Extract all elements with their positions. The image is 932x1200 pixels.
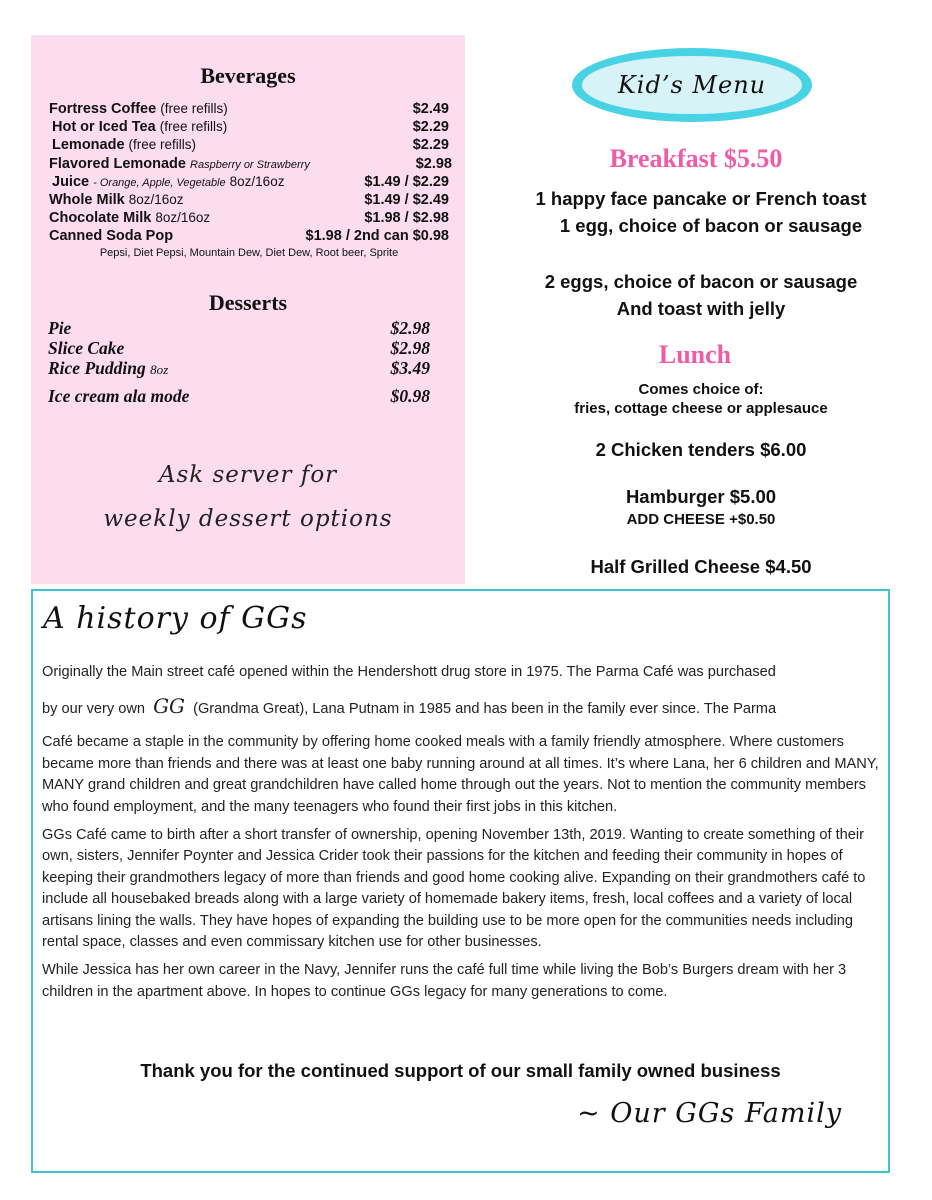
history-p1-line1: Originally the Main street café opened within the Hendershott drug store in 1975. The Parma Café was purchased [42,664,776,680]
dessert-price: $2.98 [390,338,430,358]
lunch-section [470,340,932,370]
dessert-name: Slice Cake [48,338,125,358]
dessert-row [48,318,430,338]
dessert-note-line2: weekly dessert options [103,506,393,532]
breakfast-option-2-line2: And toast with jelly [616,298,786,319]
beverage-row [49,227,449,245]
lunch-sides-note [470,380,932,418]
beverages-list [49,100,452,259]
soda-brands: Pepsi, Diet Pepsi, Mountain Dew, Diet Dew, Root beer, Sprite [99,246,399,259]
beverage-price: $2.98 [415,155,452,172]
breakfast-option-1-line1: 1 happy face pancake or French toast [535,188,867,209]
beverage-name: Canned Soda Pop [49,228,174,245]
history-p2: GGs Café came to birth after a short transfer of ownership, opening November 13th, 2019. Wanting to create something of their own, sisters, Jennifer Poynter and Jessica Crider took their passions for the kitchen and feeding their community in hopes of keeping their grandmothers legacy of more than friends and good home cooking alive. Expanding on their grandmothers café to include all housebaked breads along with a large variety of homemade bakery items, fresh, local coffees and a variety of local artisans lining the walls. They have hopes of expanding the building use to be more open for the communities needs including rental space, classes and even commissary kitchen use for other businesses. [42,827,866,951]
lunch-item [470,483,932,529]
beverage-price: $1.98 / 2nd can $0.98 [305,228,449,245]
beverage-row [49,209,449,227]
lunch-item [470,553,932,580]
beverage-name: Juice [52,173,90,190]
dessert-price: $3.49 [390,358,430,378]
dessert-row [48,358,430,378]
beverages-desserts-panel [31,35,465,584]
lunch-item [470,436,932,463]
beverage-row [49,118,449,136]
lunch-item-chicken: 2 Chicken tenders $6.00 [595,439,807,460]
signoff: ~ Our GGs Family [577,1098,842,1129]
history-p1-line2-start: by our very own [42,701,146,718]
beverage-size: 8oz/16oz [155,210,211,226]
dessert-note-line1: Ask server for [158,462,338,488]
desserts-heading: Desserts [208,290,288,315]
thank-you-line: Thank you for the continued support of our small family owned business [140,1060,781,1081]
breakfast-option-1 [470,185,932,239]
beverage-row [49,173,449,191]
lunch-item-grilled-cheese: Half Grilled Cheese $4.50 [590,556,812,577]
beverage-note: (free refills) [159,119,228,135]
beverage-note: - Orange, Apple, Vegetable [93,176,226,189]
beverage-name: Chocolate Milk [49,210,152,227]
beverage-name: Fortress Coffee [49,101,157,117]
beverage-name: Lemonade [52,137,125,154]
dessert-name: Pie [48,318,72,338]
beverage-price: $2.29 [412,137,449,154]
beverage-row [49,155,452,173]
lunch-sides-line2: fries, cottage cheese or applesauce [574,400,828,417]
dessert-size: 8oz [150,362,169,377]
lunch-heading: Lunch [658,340,732,369]
history-p1-line2 [42,683,886,732]
breakfast-option-2-line1: 2 eggs, choice of bacon or sausage [544,271,858,292]
breakfast-heading: Breakfast $5.50 [609,144,783,173]
beverage-price: $1.49 / $2.49 [364,191,449,208]
dessert-row [48,338,430,358]
breakfast-option-1-line2: 1 egg, choice of bacon or sausage [559,215,863,236]
beverage-note: (free refills) [160,101,228,116]
kids-menu-title: Kid’s Menu [582,56,802,114]
dessert-name: Ice cream ala mode [48,386,190,406]
beverage-name: Flavored Lemonade [49,155,186,172]
breakfast-option-2 [470,268,932,322]
dessert-options-note [31,453,465,541]
history-p1-line2-end: (Grandma Great), Lana Putnam in 1985 and has been in the family ever since. The Parma [193,701,777,718]
history-p3: While Jessica has her own career in the Navy, Jennifer runs the café full time while living the Bob’s Burgers dream with her 3 children in the apartment above. In hopes to continue GGs legacy for many generations to come. [42,962,847,1000]
history-p1-rest: Café became a staple in the community by offering home cooked meals with a family friendly atmosphere. Where customers became more than friends and there was at least one baby running around at all times. It’s where Lana, her 6 children and MANY, MANY grand children and great grandchildren have called home through out the years. Not to mention the community members who found employment, and the many teenagers who found their first jobs in this kitchen. [42,734,879,815]
dessert-price: $0.98 [390,386,430,406]
beverage-row [49,191,449,209]
beverage-note: Raspberry or Strawberry [190,158,310,171]
beverage-note: (free refills) [128,137,197,153]
beverages-heading: Beverages [200,63,296,88]
beverage-price: $2.29 [412,119,449,136]
history-body [42,662,886,1010]
beverage-size: 8oz/16oz [229,173,285,189]
beverage-size: 8oz/16oz [128,191,184,207]
dessert-row [48,386,430,406]
beverage-price: $1.49 / $2.29 [364,173,449,190]
beverage-row [49,136,449,154]
history-title: A history of GGs [43,601,308,636]
gg-script: GG [153,694,186,719]
desserts-list [48,318,430,406]
beverage-price: $2.49 [412,101,449,117]
lunch-item-hamburger: Hamburger $5.00 [625,486,777,507]
beverage-row [49,100,449,118]
beverage-name: Whole Milk [49,191,125,208]
beverage-price: $1.98 / $2.98 [364,210,449,227]
history-box [31,589,890,1173]
dessert-name: Rice Pudding [48,358,146,378]
lunch-sides-line1: Comes choice of: [638,381,764,398]
kids-menu-badge [572,48,812,122]
lunch-item-hamburger-addon: ADD CHEESE +$0.50 [626,511,776,528]
dessert-price: $2.98 [390,318,430,338]
beverage-name: Hot or Iced Tea [52,119,156,136]
breakfast-section [470,144,932,174]
